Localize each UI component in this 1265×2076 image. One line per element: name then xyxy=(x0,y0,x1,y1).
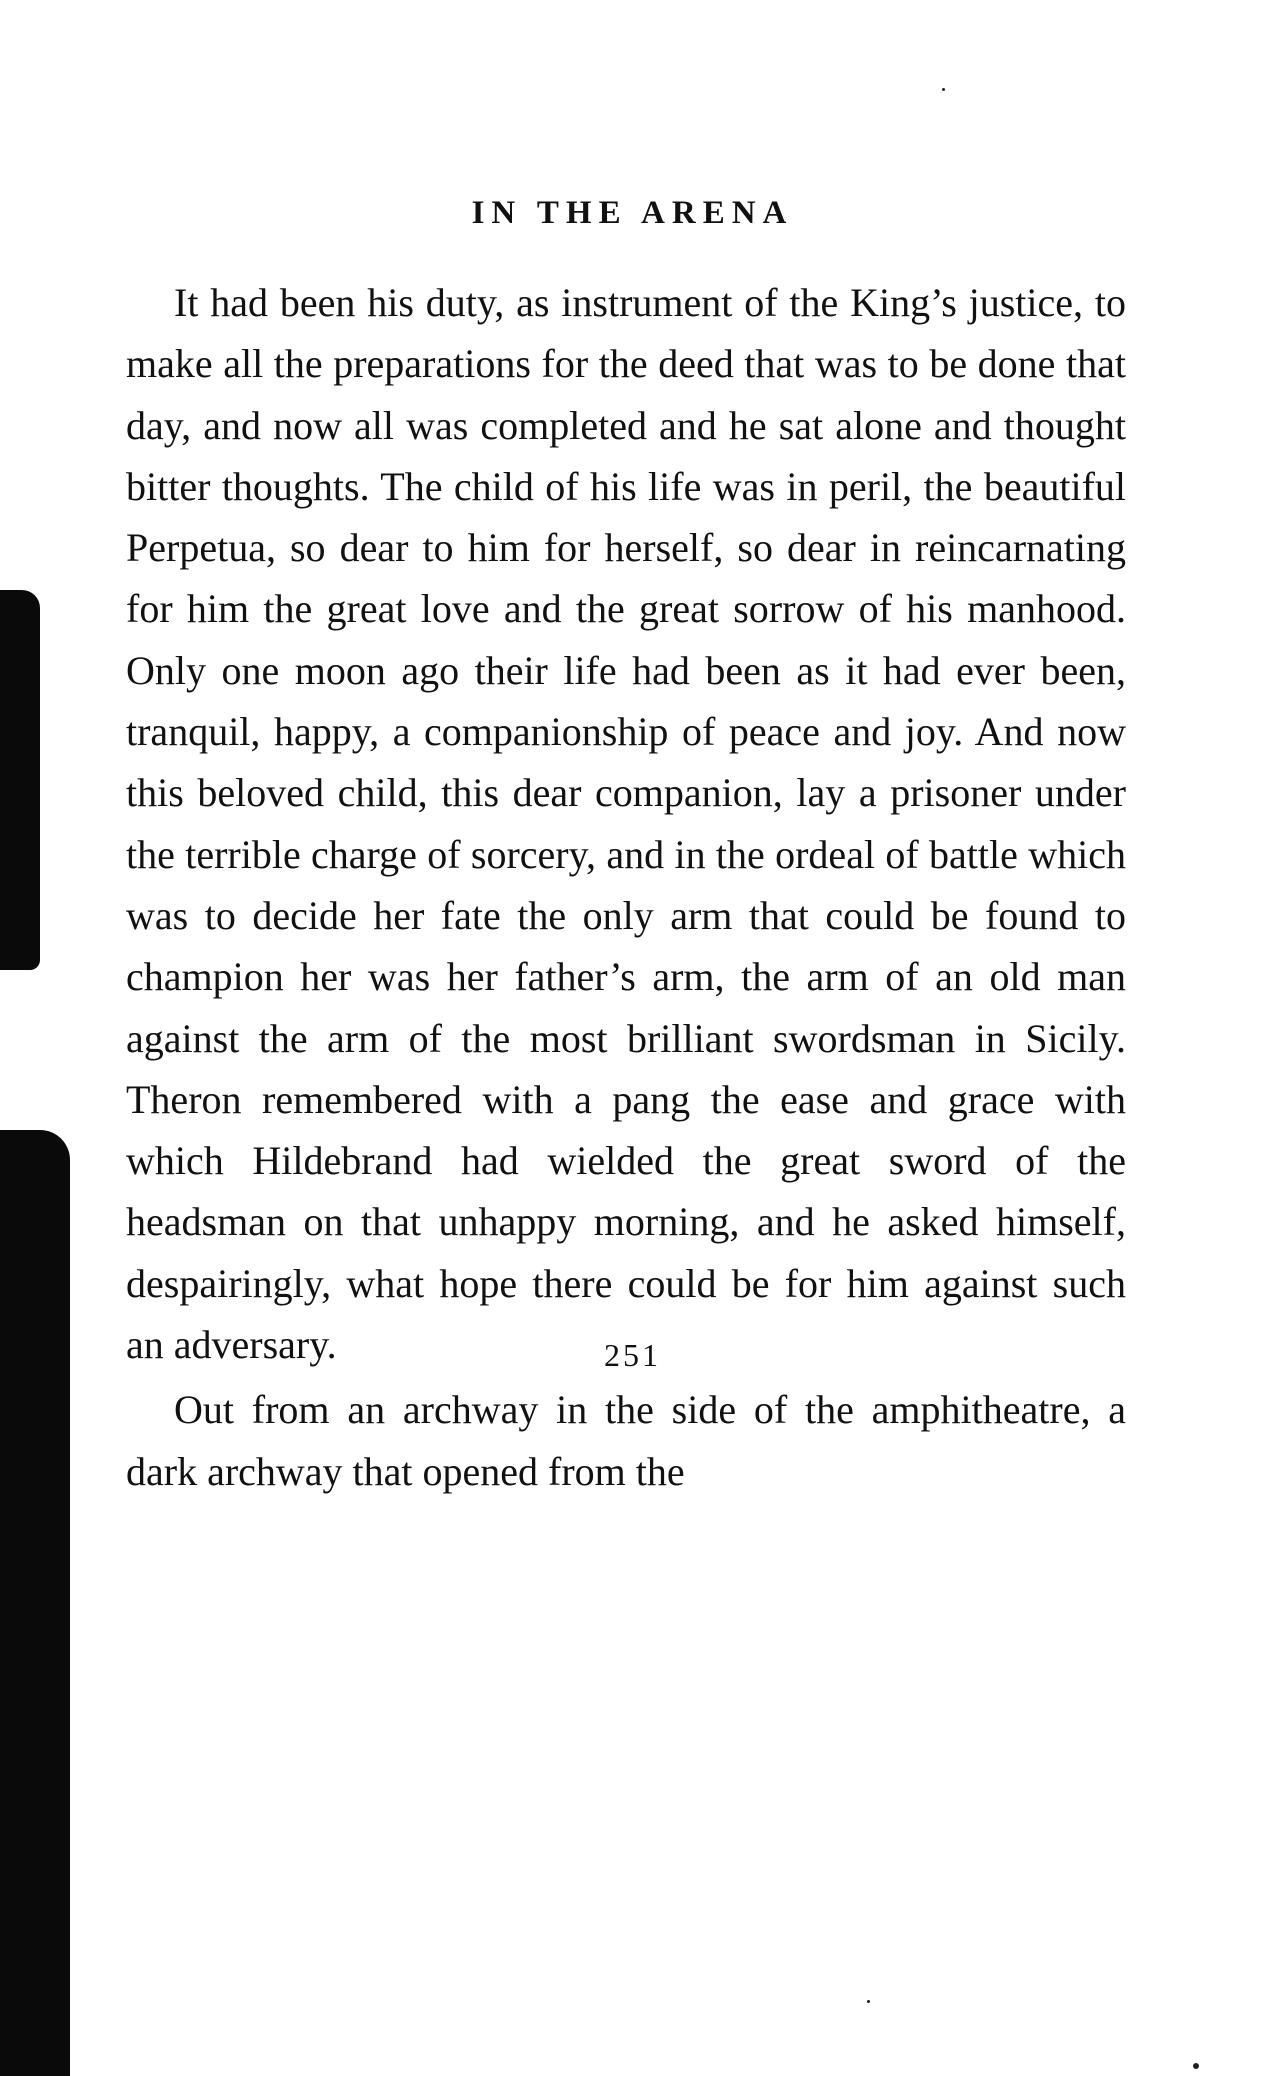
scan-speck xyxy=(1193,2063,1199,2069)
paragraph: Out from an archway in the side of the amphitheatre, a dark archway that opened from the xyxy=(126,1387,1126,1494)
scan-speck xyxy=(867,2000,870,2003)
running-head: IN THE ARENA xyxy=(471,195,794,231)
paragraph: It had been his duty, as instrument of the King’s justice, to make all the preparations for the deed that was to be done that day, and now all was completed and he sat alone and thought bitter thoughts. The child of his life was in peril, the beautiful Perpetua, so dear to him for herself, so dear in reincarnating for him the great love and the great sorrow of his manhood. Only one moon ago their life had been as it had ever been, tranquil, happy, a companionship of peace and joy. And now this beloved child, this dear companion, lay a prisoner under the terrible charge of sorcery, and in the ordeal of battle which was to decide her fate the only arm that could be found to champion her was her father’s arm, the arm of an old man against the arm of the most brilliant swordsman in Sicily. Theron remembered with a pang the ease and grace with which Hildebrand had wielded the great sword of the headsman on that unhappy morning, and he asked himself, despairingly, what hope there could be for him against such an adversary. xyxy=(126,280,1126,1368)
page-number: 251 xyxy=(604,1337,661,1373)
scan-speck xyxy=(942,88,945,91)
binding-shadow-lower xyxy=(0,1130,70,2076)
body-text xyxy=(126,272,1126,1502)
binding-shadow-upper xyxy=(0,590,40,970)
